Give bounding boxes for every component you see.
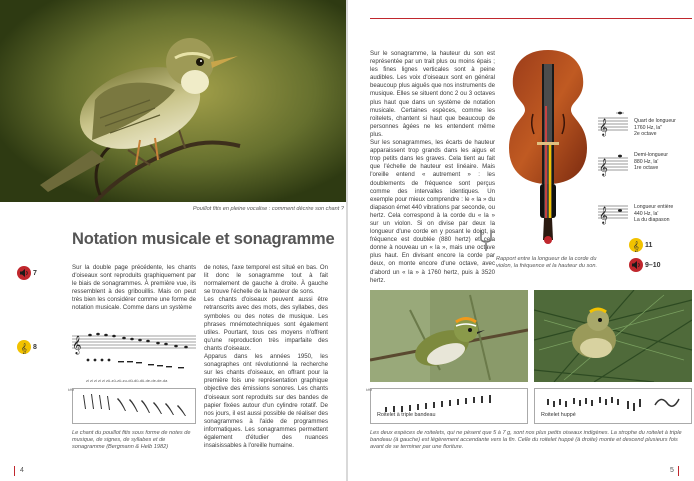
syllable-notation: zi zi zi zi zi zü-zü-zü-zu-dü-dü-dü-de-de-de-da	[86, 378, 168, 383]
label-half-length: Demi-longueur 880 Hz, la' 1re octave	[634, 152, 669, 171]
page-title: Notation musicale et sonagramme	[72, 230, 335, 248]
photo-caption: Pouillot fitis en pleine vocalise : comment décrire son chant ?	[192, 206, 344, 212]
violin-caption: Rapport entre la longueur de la corde du violon, la fréquence et la hauteur du son.	[496, 256, 598, 270]
audio-badge-top	[17, 266, 37, 280]
willow-warbler-sonagram	[72, 388, 196, 424]
music-notation-staff	[72, 330, 196, 376]
audio-track-number: 7	[33, 269, 37, 277]
svg-text:𝄞: 𝄞	[21, 343, 27, 354]
willow-warbler-photo	[0, 0, 346, 202]
willow-warbler-illustration	[0, 0, 346, 202]
firecrest-sonagram	[370, 388, 528, 424]
music-track-number: 11	[645, 241, 653, 249]
page-number-mark	[678, 466, 679, 476]
page-number: 5	[670, 467, 674, 474]
treble-clef-icon	[17, 340, 31, 354]
treble-clef-icon	[629, 238, 643, 252]
svg-text:𝄞: 𝄞	[72, 335, 82, 354]
audio-track-number: 9–10	[645, 261, 661, 269]
top-rule	[370, 18, 692, 19]
violin-illustration	[503, 44, 593, 244]
staff-full-icon	[598, 198, 628, 228]
music-badge-right	[629, 238, 652, 252]
svg-text:𝄞: 𝄞	[599, 118, 608, 136]
music-badge-bottom	[17, 340, 37, 354]
goldcrest-photo	[534, 290, 692, 382]
figure-caption: Le chant du pouillot fitis sous forme de notes de musique, de signes, de syllabes et de sonagramme (Bergmann & Helb 1982)	[72, 430, 191, 451]
music-track-number: 8	[33, 343, 37, 351]
label-quarter-length: Quart de longueur 1760 Hz, la'' 2e octave	[634, 118, 676, 137]
goldcrest-sonagram	[534, 388, 692, 424]
firecrest-photo	[370, 290, 528, 382]
audio-badge-right	[629, 258, 661, 272]
svg-text:𝄞: 𝄞	[633, 241, 639, 252]
body-text-right: Sur le sonagramme, la hauteur du son est représentée par un trait plus ou moins épais ; les fines lignes verticales sont à peine audibles. Les voix d'oiseaux sont en général beaucoup plus aiguës que nos instruments de musique. Elles se situent donc 2 ou 3 octaves plus haut que dans un système de notation musicale. Certaines espèces, comme les roitelets, chantent si haut que beaucoup de personnes âgées ne les entendent même plus. Sur les sonagrammes, les écarts de hauteur apparaissent trop grands dans les aigus et trop petits dans les graves. Cela tient au fait que l'échelle de hauteur est linéaire. Mais l'oreille entend « autrement » : les doublements de fréquence sont perçus comme des intervalles identiques. Un exemple pour mieux comprendre : le « la » du diapason émet 440 vibrations par seconde, ou hertz. Cela correspond à la corde du « la » sur un violon. Si on divise par deux la longueur d'une corde en y posant le doigt, la fréquence est doublée (880 hertz) et cela donne à nouveau un « la », mais une plus haut. En divisant encore la corde par deux, on monte encore d'une octave, avec d'abord un « la » à 1760 hertz, puis à 3520 hertz.	[370, 50, 496, 284]
sonagram-axis-unit: kHz	[366, 388, 373, 392]
label-full-length: Longueur entière 440 Hz, la' La du diapason	[634, 204, 674, 223]
page-number: 4	[20, 467, 24, 474]
svg-text:𝄞: 𝄞	[599, 158, 608, 176]
speaker-icon	[629, 258, 643, 272]
bottom-caption: Les deux espèces de roitelets, qui ne pèsent que 5 à 7 g, sont nos plus petits oiseaux indigènes. La strophe du roitelet à triple bandeau (à gauche) est légèrement accendante vers la fin. Celle du roitelet huppé (à droite) monte et descend plusieurs fois avant de se terminer par une floriture.	[370, 430, 682, 451]
page-number-mark	[14, 466, 15, 476]
staff-half-icon	[598, 148, 628, 178]
speaker-icon	[17, 266, 31, 280]
sonagram-axis-unit: kHz	[68, 388, 75, 392]
firecrest-sonagram-label: Roitelet à triple bandeau	[377, 412, 436, 418]
right-page	[348, 0, 694, 481]
staff-quarter-icon	[598, 108, 628, 138]
svg-text:𝄞: 𝄞	[599, 206, 608, 224]
tuning-fork-icon	[476, 228, 496, 252]
body-text-col1: Sur la double page précédente, les chants d'oiseaux sont reproduits graphiquement par le biais de sonagrammes. À première vue, ils ressemblent à des gribouillis. Mais on peut très bien les considérer comme une forme de notation musicale. Comme dans un système	[72, 264, 196, 312]
left-page	[0, 0, 346, 481]
goldcrest-sonagram-label: Roitelet huppé	[541, 412, 576, 418]
body-text-col2: de notes, l'axe temporel est situé en bas. On lit donc le sonagramme tout à fait normalement de gauche à droite. À gauche se trouve l'échelle de la hauteur de sons. Les chants d'oiseaux peuvent aussi être retranscrits avec des mots, des syllabes, des symboles ou des notes de musique. Les phrases mnémotechniques sont également utiles. Pourtant, tous ces moyens n'offrent qu'une reproduction très imparfaite des chants d'oiseaux. Apparus dans les années 1950, les sonagraphes ont révolutionné la recherche sur les chants d'oiseaux, en offrant pour la première fois une représentation graphique objective des émissions sonores. Les chants d'oiseaux sont reproduits sur des bandes de papier fixées autour d'un cylindre rotatif. De nos jours, il est aussi possible de réaliser des sonagrammes à l'aide de programmes informatiques. Les sonagrammes permettent également d'étudier des nuances insaisissables à l'oreille humaine.	[204, 264, 328, 450]
